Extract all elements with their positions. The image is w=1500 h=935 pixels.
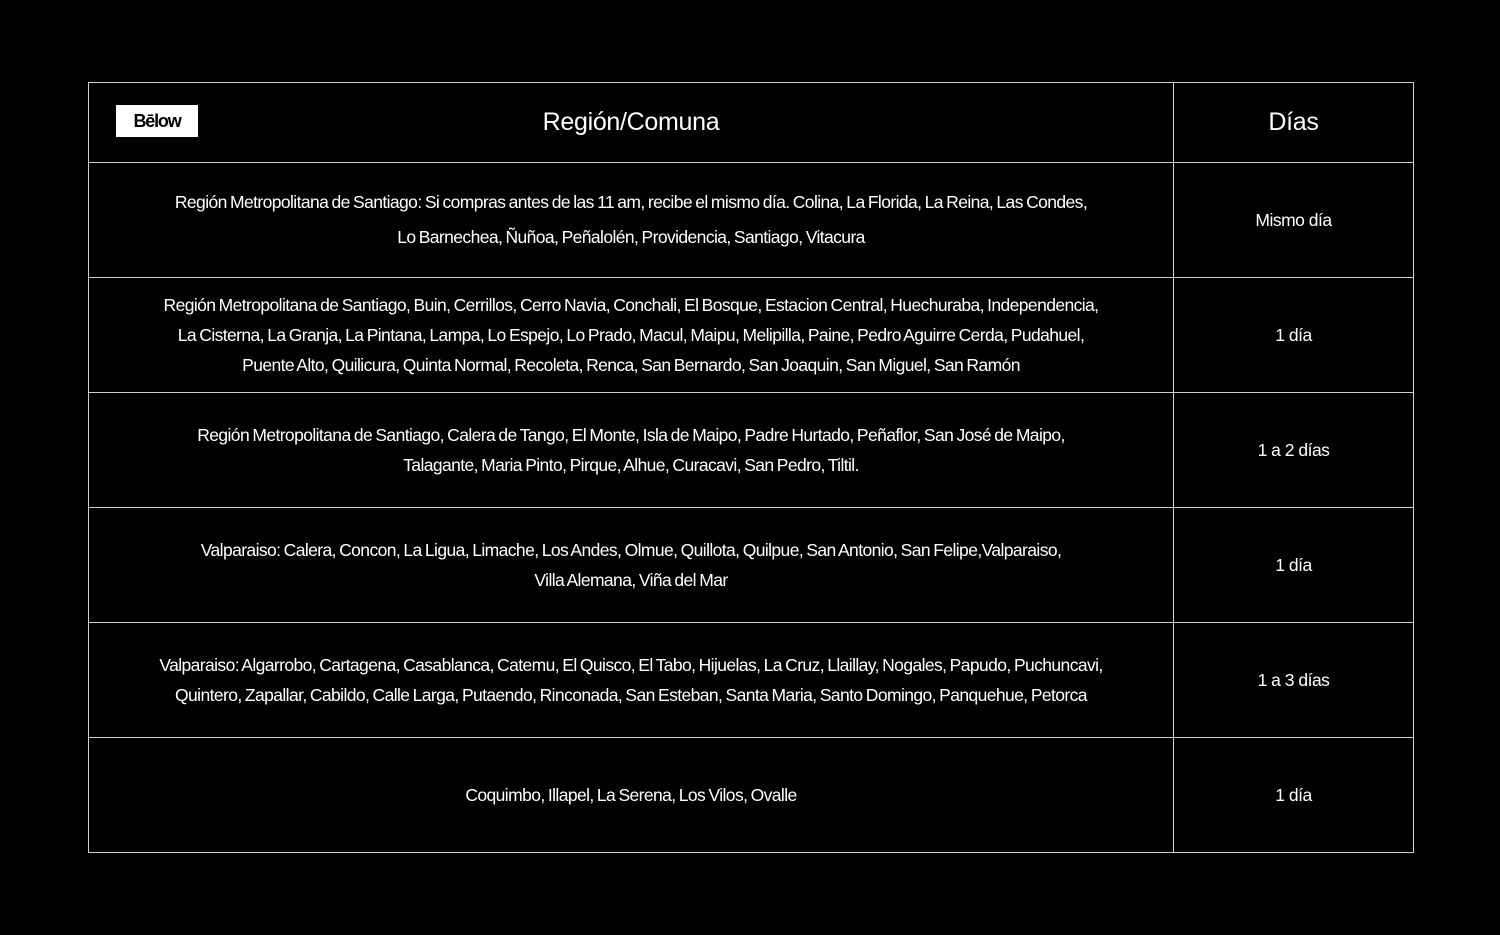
table-header-row (89, 83, 1414, 163)
region-line: Talagante, Maria Pinto, Pirque, Alhue, Curacavi, San Pedro, Tiltil. (403, 455, 859, 475)
region-cell (89, 393, 1174, 508)
region-line: La Cisterna, La Granja, La Pintana, Lampa, Lo Espejo, Lo Prado, Macul, Maipu, Melipilla, Paine, Pedro Aguirre Cerda, Pudahuel, (177, 325, 1085, 345)
days-column-header (1174, 83, 1414, 163)
region-cell (89, 738, 1174, 853)
days-cell: 1 día (1174, 278, 1414, 393)
table-row (89, 623, 1414, 738)
region-cell (89, 508, 1174, 623)
days-cell: Mismo día (1174, 163, 1414, 278)
table-row (89, 278, 1414, 393)
region-header-label: Región/Comuna (542, 108, 720, 136)
delivery-table (88, 82, 1414, 853)
days-cell: 1 a 2 días (1174, 393, 1414, 508)
region-line: Región Metropolitana de Santiago, Buin, Cerrillos, Cerro Navia, Conchali, El Bosque, Estacion Central, Huechuraba, Independencia, (163, 295, 1099, 315)
region-line: Quintero, Zapallar, Cabildo, Calle Larga, Putaendo, Rinconada, San Esteban, Santa Maria, Santo Domingo, Panquehue, Petorca (175, 685, 1087, 705)
region-line: Región Metropolitana de Santiago, Calera de Tango, El Monte, Isla de Maipo, Padre Hurtado, Peñaflor, San José de Maipo, (197, 425, 1065, 445)
region-line: Lo Barnechea, Ñuñoa, Peñalolén, Providencia, Santiago, Vitacura (397, 227, 865, 247)
table-row (89, 508, 1414, 623)
region-line: Coquimbo, Illapel, La Serena, Los Vilos, Ovalle (465, 785, 797, 805)
region-cell (89, 278, 1174, 393)
region-line: Puente Alto, Quilicura, Quinta Normal, Recoleta, Renca, San Bernardo, San Joaquin, San Miguel, San Ramón (242, 355, 1020, 375)
region-line: Región Metropolitana de Santiago: Si compras antes de las 11 am, recibe el mismo día. Colina, La Florida, La Reina, Las Condes, (174, 192, 1088, 212)
region-cell (89, 163, 1174, 278)
days-cell: 1 a 3 días (1174, 623, 1414, 738)
region-cell (89, 623, 1174, 738)
table-row (89, 163, 1414, 278)
region-column-header (89, 83, 1174, 163)
days-cell: 1 día (1174, 738, 1414, 853)
region-line: Valparaiso: Algarrobo, Cartagena, Casablanca, Catemu, El Quisco, El Tabo, Hijuelas, La Cruz, Llaillay, Nogales, Papudo, Puchuncavi, (159, 655, 1103, 675)
region-line: Valparaiso: Calera, Concon, La Ligua, Limache, Los Andes, Olmue, Quillota, Quilpue, San Antonio, San Felipe,Valparaiso, (200, 540, 1062, 560)
table-row (89, 393, 1414, 508)
region-line: Villa Alemana, Viña del Mar (534, 570, 728, 590)
table-row (89, 738, 1414, 853)
brand-logo: Bēlow (116, 105, 198, 137)
days-cell: 1 día (1174, 508, 1414, 623)
days-header-label: Días (1268, 108, 1319, 136)
